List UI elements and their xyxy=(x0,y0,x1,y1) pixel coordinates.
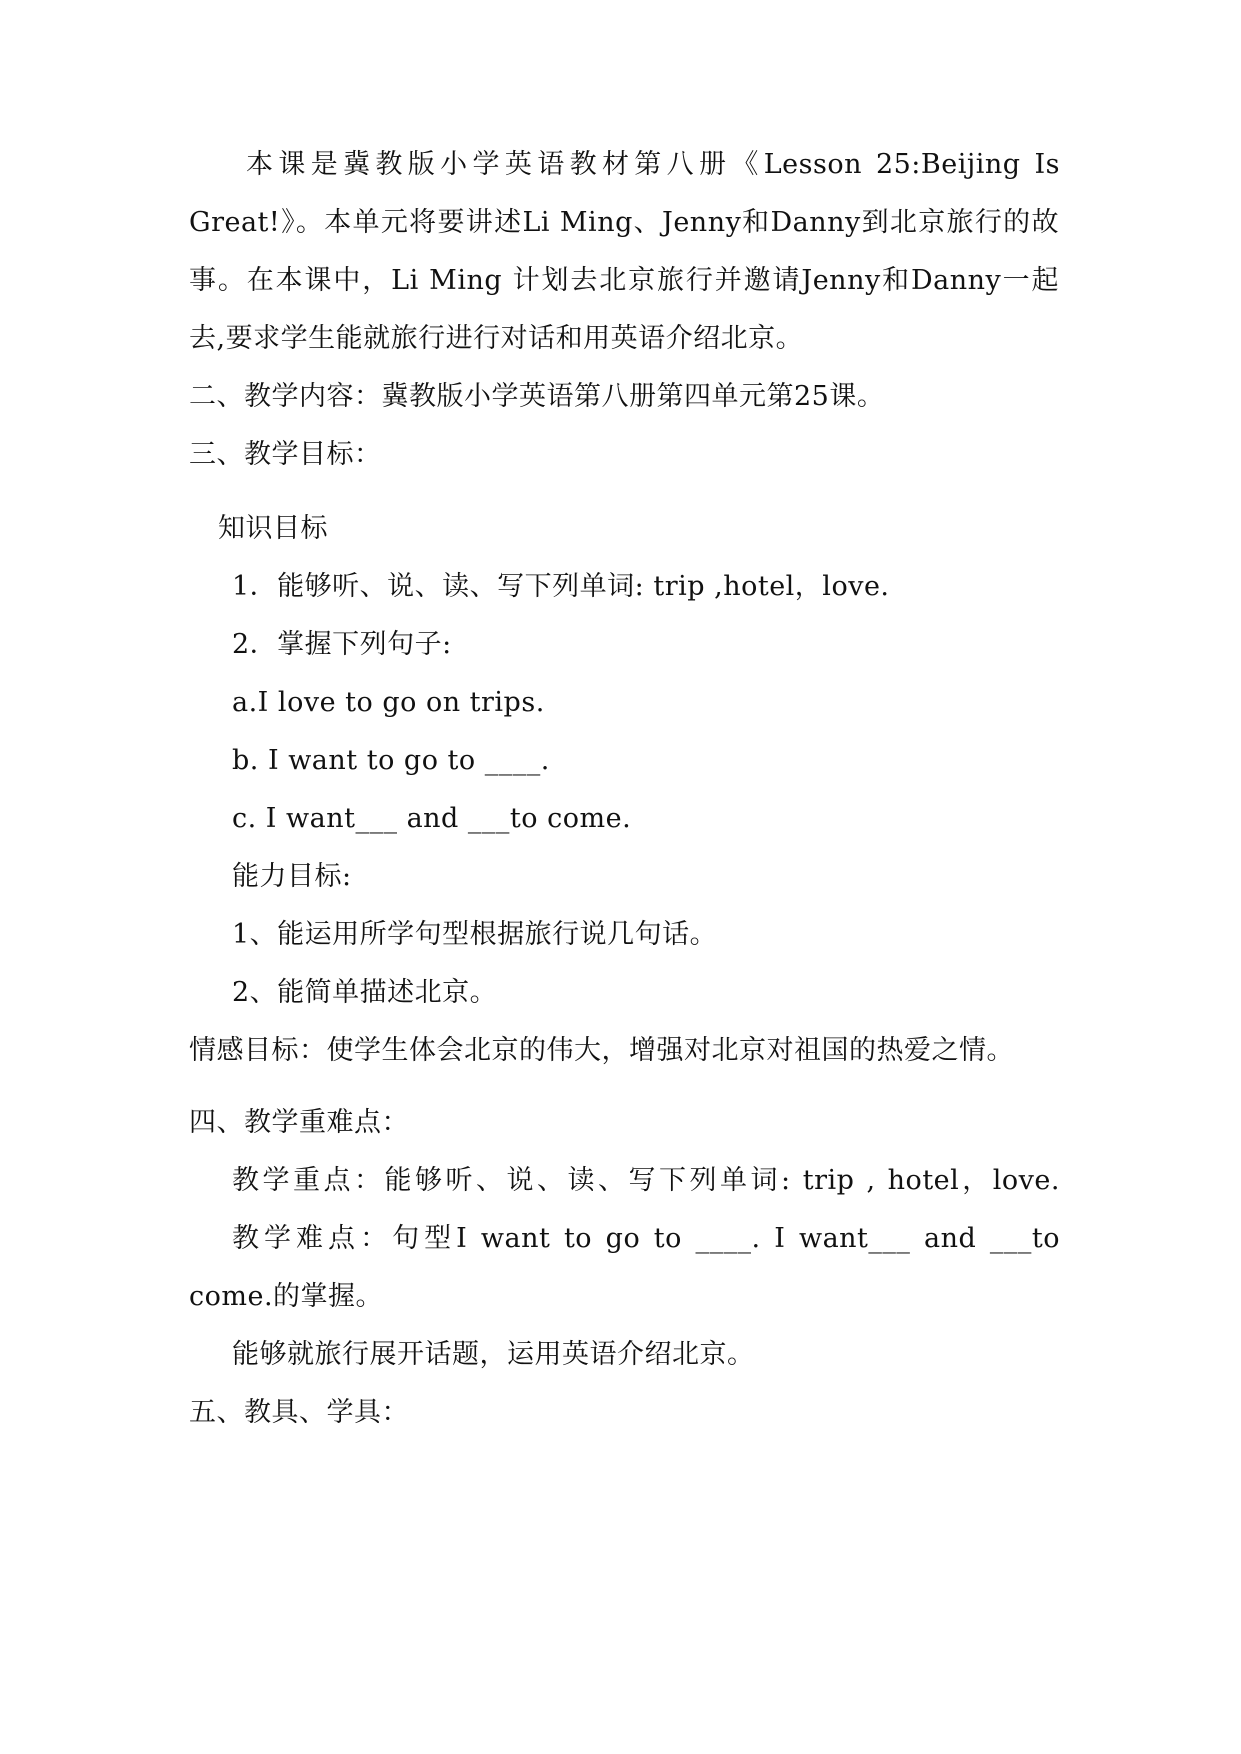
difficult-point-line-2: come.的掌握。 xyxy=(189,1281,384,1312)
emotion-goal: 情感目标：使学生体会北京的伟大，增强对北京对祖国的热爱之情。 xyxy=(189,1035,1014,1066)
knowledge-item-sentences: 2．掌握下列句子: xyxy=(232,629,452,660)
section-heading-goals: 三、教学目标： xyxy=(189,439,382,470)
sentence-a: a.I love to go on trips. xyxy=(232,687,545,718)
key-point: 教学重点：能够听、说、读、写下列单词: trip , hotel，love. xyxy=(232,1165,1060,1196)
ability-item-2: 2、能简单描述北京。 xyxy=(232,977,498,1008)
knowledge-item-words: 1．能够听、说、读、写下列单词: trip ,hotel，love. xyxy=(232,571,890,602)
intro-line-3: 事。在本课中，Li Ming 计划去北京旅行并邀请Jenny和Danny一起 xyxy=(189,265,1059,296)
section-heading-content: 二、教学内容：冀教版小学英语第八册第四单元第25课。 xyxy=(189,381,885,412)
ability-goal-title: 能力目标: xyxy=(232,861,352,892)
sentence-b: b. I want to go to ____. xyxy=(232,745,550,776)
section-heading-teaching-aids: 五、教具、学具： xyxy=(189,1397,409,1428)
extra-point: 能够就旅行展开话题，运用英语介绍北京。 xyxy=(232,1339,755,1370)
intro-line-1: 本课是冀教版小学英语教材第八册《Lesson 25:Beijing Is xyxy=(246,149,1060,180)
knowledge-goal-title: 知识目标 xyxy=(218,513,328,544)
difficult-point-line-1: 教学难点：句型I want to go to ____. I want___ and ___to xyxy=(232,1223,1060,1254)
section-heading-key-difficult: 四、教学重难点： xyxy=(189,1107,409,1138)
sentence-c: c. I want___ and ___to come. xyxy=(232,803,632,834)
intro-line-2: Great!》。本单元将要讲述Li Ming、Jenny和Danny到北京旅行的故 xyxy=(189,207,1059,238)
intro-line-4: 去,要求学生能就旅行进行对话和用英语介绍北京。 xyxy=(189,323,804,354)
ability-item-1: 1、能运用所学句型根据旅行说几句话。 xyxy=(232,919,718,950)
